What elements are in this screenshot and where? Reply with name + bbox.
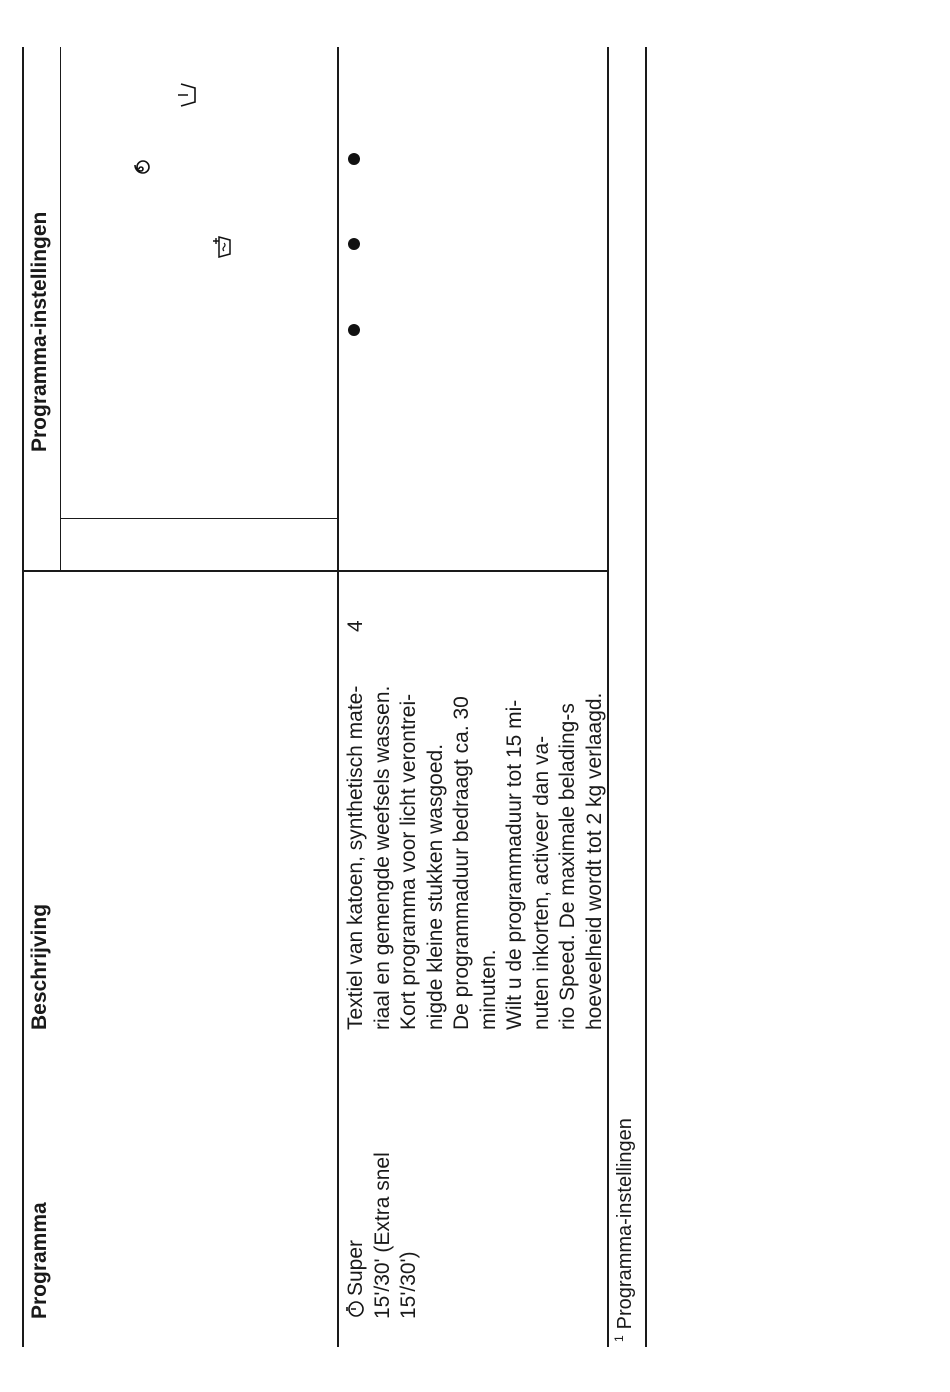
beschrijving-line: Textiel van katoen, synthetisch mate- bbox=[344, 685, 367, 1030]
programma-line: 15'/30' (Extra snel bbox=[370, 1152, 394, 1319]
settings-subheader-divider bbox=[60, 47, 61, 572]
settings-subheader-end bbox=[60, 518, 337, 519]
stopwatch-icon bbox=[345, 1299, 365, 1319]
extra-rinse-icon bbox=[212, 234, 239, 260]
beschrijving-line: Wilt u de programmaduur tot 15 mi- bbox=[503, 699, 526, 1030]
beschrijving-line: minuten. bbox=[476, 949, 500, 1030]
beschrijving-line: hoeveelheid wordt tot 2 kg verlaagd. bbox=[582, 692, 606, 1030]
column-divider bbox=[22, 570, 609, 572]
beschrijving-line: rio Speed. De maximale belading-s bbox=[556, 703, 579, 1030]
header-row-divider bbox=[337, 47, 339, 1347]
setting-dot-spin bbox=[348, 238, 360, 250]
beschrijving-cell bbox=[343, 686, 608, 1030]
beschrijving-line: riaal en gemengde weefsels wassen. bbox=[370, 685, 394, 1030]
footnote-bottom-border bbox=[645, 47, 647, 1347]
header-instellingen: Programma-instellingen bbox=[28, 211, 51, 452]
belading-value: 4 bbox=[344, 620, 367, 632]
programma-line: Super bbox=[344, 1239, 367, 1296]
setting-dot-temperature bbox=[348, 153, 360, 165]
footnote bbox=[614, 1118, 637, 1342]
footnote-text: Programma-instellingen bbox=[614, 1118, 636, 1330]
header-programma: Programma bbox=[28, 1202, 51, 1319]
setting-dot-extra-rinse bbox=[348, 324, 360, 336]
programma-cell bbox=[343, 1152, 423, 1319]
header-beschrijving: Beschrijving bbox=[28, 903, 51, 1030]
programma-line: 15'/30') bbox=[397, 1251, 420, 1319]
table-top-border bbox=[22, 47, 24, 1347]
spin-icon bbox=[130, 158, 157, 180]
beschrijving-line: nigde kleine stukken wasgoed. bbox=[423, 743, 447, 1030]
beschrijving-line: De programmaduur bedraagt ca. 30 bbox=[450, 696, 473, 1030]
beschrijving-line: nuten inkorten, activeer dan va- bbox=[529, 735, 553, 1030]
temperature-icon bbox=[175, 82, 204, 108]
beschrijving-line: Kort programma voor licht verontrei- bbox=[397, 693, 420, 1030]
footnote-marker: 1 bbox=[612, 1335, 626, 1342]
